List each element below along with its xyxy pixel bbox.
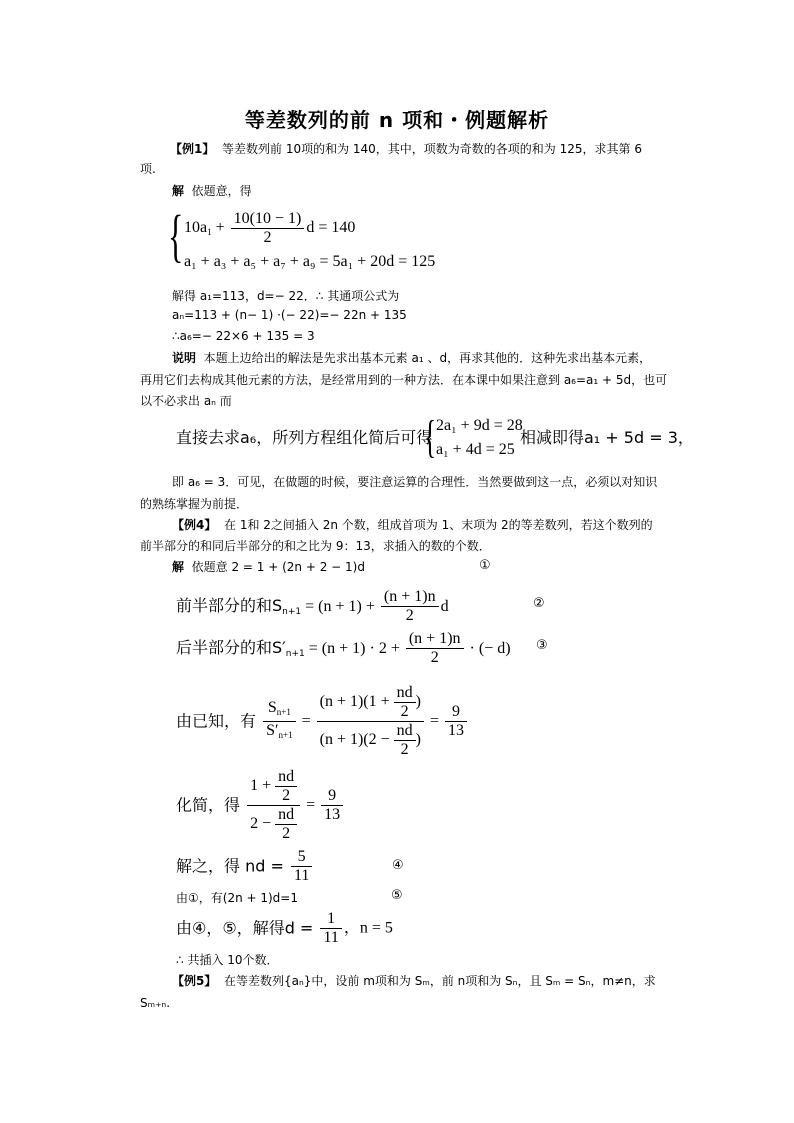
ex4-label: 【例4】: [172, 518, 217, 532]
ex4-back-num: (n + 1)n: [406, 630, 464, 649]
ex4-ratio-eq1: =: [297, 712, 315, 730]
ex5-problem-line1: [172, 973, 656, 989]
ex4-simplify-one-plus: 1 +: [250, 777, 276, 795]
ex1-direct-brace: {: [424, 411, 437, 462]
ex4-simplify-right-fraction: [321, 787, 343, 824]
ex4-back-end: · (− d): [465, 640, 511, 657]
ex1-result-1: 解得 a₁=113，d=− 22．∴ 其通项公式为: [172, 289, 400, 303]
ex4-simplify-thirteen: 13: [324, 806, 341, 823]
ex4-ratio-eq2: =: [425, 712, 444, 730]
ex4-simplify-eq: =: [302, 796, 320, 814]
ex4-ratio-thirteen: 13: [448, 722, 465, 739]
ex4-front-end: d: [440, 598, 449, 615]
ex4-ratio-nd-2: nd: [394, 722, 416, 741]
ex4-mark-3: ③: [536, 638, 548, 653]
ex1-sol-text: 依题意，得: [191, 184, 252, 198]
ex4-solve-fraction: [291, 848, 312, 885]
ex1-eq1-right: d = 140: [306, 219, 356, 237]
ex4-from-1: 由①，有(2n + 1)d=1: [176, 891, 298, 905]
ex4-mark-1: ①: [479, 558, 491, 573]
ex1-problem-line2: 项.: [140, 162, 156, 176]
ex1-equation-2: a₁ + a₃ + a₅ + a₇ + a₉ = 5a₁ + 20d = 125: [184, 253, 436, 270]
ex4-ratio-two-2: 2: [400, 741, 409, 758]
ex4-ratio-nine: 9: [445, 703, 467, 722]
ex4-ratio-left-den: S′: [266, 722, 279, 739]
ex4-from45-label: 由④，⑤，解得d =: [176, 918, 319, 938]
ex1-conclusion-1: 即 a₆ = 3．可见，在做题的时候，要注意运算的合理性．当然要做到这一点，必须以对知识: [172, 475, 658, 489]
ex4-ratio-right-fraction: [445, 703, 467, 740]
ex4-d-eleven: 11: [323, 929, 339, 946]
ex4-mark-2: ②: [533, 596, 545, 611]
ex4-simplify-two-minus: 2 −: [250, 815, 276, 833]
ex4-front-sub: n+1: [282, 607, 302, 617]
ex4-known-label: 由已知，有: [176, 711, 257, 731]
ex4-solve-d: [176, 910, 393, 947]
ex4-problem-line1: [172, 517, 653, 533]
ex1-result-3: ∴a₆=− 22×6 + 135 = 3: [172, 329, 315, 343]
ex4-simplify: [176, 768, 345, 843]
ex1-result-2: aₙ=113 + (n− 1) ·(− 22)=− 22n + 135: [172, 308, 407, 322]
ex1-equation-1: $10a_1$ + $\frac{10(10 - 1)}{2}$ d = 140: [184, 210, 356, 246]
ex1-sys-eq1: 2a₁ + 9d = 28: [436, 417, 523, 434]
ex4-solve-eleven: 11: [293, 867, 310, 884]
ex1-solution-intro: [172, 183, 252, 199]
ex4-mark-4: ④: [392, 858, 404, 873]
ex1-eq1-frac-den: 2: [263, 229, 272, 246]
ex4-simplify-nine: 9: [321, 787, 343, 806]
ex5-text1: 在等差数列{aₙ}中，设前 m项和为 Sₘ，前 n项和为 Sₙ，且 Sₘ = Sₙ，m≠n，求: [224, 974, 656, 988]
ex4-n-equals: ，n = 5: [343, 919, 393, 937]
ex4-d-fraction: [320, 910, 341, 947]
ex4-back-mid: = (n + 1) · 2 +: [304, 640, 404, 657]
ex4-ratio-mid-fraction: [317, 684, 424, 759]
ex1-sol-label: 解: [172, 184, 185, 198]
ex4-simplify-nd-2: nd: [275, 806, 297, 825]
ex4-simplify-fraction: [247, 768, 300, 843]
ex4-d-one: 1: [320, 910, 341, 929]
ex1-direct-text: 直接去求a₆，所列方程组化简后可得: [176, 428, 433, 447]
ex4-text1: 在 1和 2之间插入 2n 个数，组成首项为 1、末项为 2的等差数列，若这个数列的: [224, 518, 653, 532]
ex1-eq1-fraction: [231, 210, 305, 247]
ex4-total: ∴ 共插入 10个数．: [176, 953, 279, 967]
ex4-ratio-left-num: S: [267, 699, 277, 716]
ex1-system-brace: {: [168, 203, 184, 268]
ex4-problem-line2: 前半部分的和同后半部分的和之比为 9：13，求插入的数的个数．: [140, 539, 491, 553]
ex4-back-den: 2: [430, 649, 439, 666]
ex1-conclusion-2: 的熟练掌握为前提．: [140, 497, 249, 511]
ex1-eq1-left: 10a: [184, 219, 208, 237]
ex4-front-fraction: [381, 588, 439, 625]
ex4-ratio-mid-num-a: (n + 1)(1 +: [319, 693, 394, 711]
ex4-simplify-two-2: 2: [282, 825, 291, 842]
ex4-front-sum: [176, 588, 449, 625]
ex4-front-den: 2: [405, 607, 414, 624]
ex1-note-line3: 以不必求出 aₙ 而: [140, 394, 232, 408]
ex4-ratio-mid-den-a: (n + 1)(2 −: [319, 731, 394, 749]
ex4-solve-label: 解之，得 nd =: [176, 856, 289, 876]
ex4-solve-five: 5: [291, 848, 312, 867]
ex4-known-ratio: [176, 684, 469, 759]
ex4-mark-5: ⑤: [391, 888, 403, 903]
ex4-ratio-mid-num-b: ): [415, 693, 421, 711]
ex4-solution-intro: [172, 559, 365, 575]
ex1-label: 【例1】: [170, 142, 215, 156]
ex1-note-text1: 本题上边给出的解法是先求出基本元素 a₁ 、d，再求其他的．这种先求出基本元素，: [203, 351, 652, 365]
ex4-ratio-mid-den-b: ): [415, 731, 421, 749]
ex4-sol-text: 依题意 2 = 1 + (2n + 2 − 1)d: [191, 560, 365, 574]
ex1-eq1-frac-num: 10(10 − 1): [231, 210, 305, 229]
ex4-back-sum: [176, 630, 511, 667]
ex1-note-label: 说明: [172, 351, 197, 365]
ex4-back-label: 后半部分的和S′: [176, 638, 286, 657]
ex1-problem-line1: [170, 141, 642, 157]
ex4-ratio-nd-1: nd: [394, 684, 416, 703]
ex4-front-num: (n + 1)n: [381, 588, 439, 607]
ex1-sys-eq2: a₁ + 4d = 25: [436, 441, 515, 458]
ex4-solve-nd: [176, 848, 314, 885]
ex4-simplify-two-1: 2: [282, 787, 291, 804]
ex1-text1: 等差数列前 10项的和为 140，其中，项数为奇数的各项的和为 125，求其第 6: [222, 142, 642, 156]
ex5-problem-line2: Sₘ₊ₙ.: [140, 996, 171, 1010]
ex4-back-fraction: [406, 630, 464, 667]
ex4-front-mid: = (n + 1) +: [301, 598, 379, 615]
page-title: 等差数列的前 n 项和・例题解析: [244, 108, 550, 132]
ex4-simplify-label: 化简，得: [176, 795, 241, 815]
ex4-simplify-nd-1: nd: [275, 768, 297, 787]
ex5-label: 【例5】: [172, 974, 217, 988]
ex4-back-sub: n+1: [285, 649, 305, 659]
ex4-sol-label: 解: [172, 560, 185, 574]
ex4-ratio-two-1: 2: [400, 703, 409, 720]
ex1-note-line2: 再用它们去构成其他元素的方法，是经常用到的一种方法．在本课中如果注意到 a₆=a₁ + 5d，也可: [140, 373, 668, 387]
ex1-note-line1: [172, 350, 651, 366]
ex1-subtract-text: 相减即得a₁ + 5d = 3，: [520, 428, 694, 447]
ex4-front-label: 前半部分的和S: [176, 596, 283, 615]
ex4-ratio-left-fraction: $\frac{S_{n+1}}{S'_{n+1}}$: [263, 699, 295, 744]
